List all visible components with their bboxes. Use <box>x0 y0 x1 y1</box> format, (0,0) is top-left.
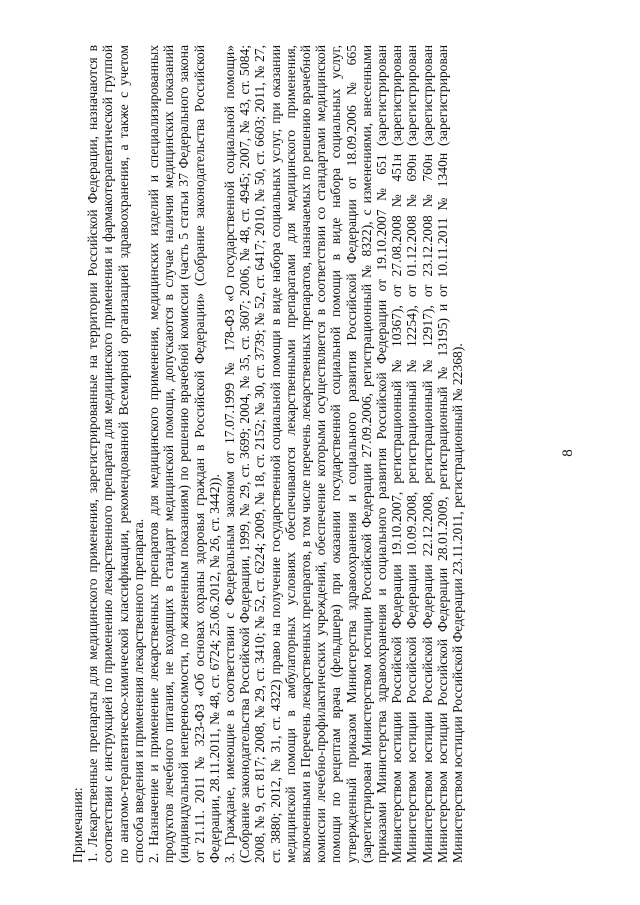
notes-title: Примечания: <box>70 787 85 863</box>
notes-block <box>70 45 590 863</box>
note-3: 3. Граждане, имеющие в соответствии с Федеральным законом от 17.07.1999 № 178-ФЗ «О государственной социальной помощи» (Собрание законодательства Российской Федерации, 1999, № 29, ст. 3699; 2004, № 35, ст. 3607; 2006, № 48, ст. 4945; 2007, № 43, ст. 5084; 2008, № 9, ст. 817; 2008, № 29, ст. 3410; № 52, ст. 6224; 2009, № 18, ст. 2152; № 30, ст. 3739; № 52, ст. 6417; 2010, № 50, ст. 6603; 2011, № 27, ст. 3880; 2012, № 31, ст. 4322) право на получение государственной социальной помощи в виде набора социальных услуг, при оказании медицинской помощи в амбулаторных условиях обеспечиваются лекарственными препаратами для медицинского применения, включенными в Перечень лекарственных препаратов, в том числе перечень лекарственных препаратов, назначаемых по решению врачебной комиссии лечебно-профилактических учреждений, обеспечение которыми осуществляется в соответствии со стандартами медицинской помощи по рецептам врача (фельдшера) при оказании государственной социальной помощи в виде набора социальных услуг, утвержденный приказом Министерства здравоохранения и социального развития Российской Федерации от 18.09.2006 № 665 (зарегистрирован Министерством юстиции Российской Федерации 27.09.2006, регистрационный № 8322), с изменениями, внесенными приказами Министерства здравоохранения и социального развития Российской Федерации от 19.10.2007 № 651 (зарегистрирован Министерством юстиции Российской Федерации 19.10.2007, регистрационный № 10367), от 27.08.2008 № 451н (зарегистрирован Министерством юстиции Российской Федерации 10.09.2008, регистрационный № 12254), от 01.12.2008 № 690н (зарегистрирован Министерством юстиции Российской Федерации 22.12.2008, регистрационный № 12917), от 23.12.2008 № 760н (зарегистрирован Министерством юстиции Российской Федерации 28.01.2009, регистрационный № 13195) и от 10.11.2011 № 1340н (зарегистрирован Министерством юстиции Российской Федерации 23.11.2011, регистрационный № 22368). <box>222 45 466 863</box>
note-2: 2. Назначение и применение лекарственных препаратов для медицинского применения, медицинских изделий и специализированных продуктов лечебного питания, не входящих в стандарт медицинской помощи, допускаются в случае наличия медицинских показаний (индивидуальной непереносимости, по жизненным показаниям) по решению врачебной комиссии (часть 5 статьи 37 Федерального закона от 21.11. 2011 № 323-ФЗ «Об основах охраны здоровья граждан в Российской Федерации» (Собрание законодательства Российской Федерации, 28.11.2011, № 48, ст. 6724; 25.06.2012, № 26, ст. 3442)). <box>146 45 222 863</box>
page-number: 8 <box>560 449 576 457</box>
note-1: 1. Лекарственные препараты для медицинского применения, зарегистрированные на территории Российской Федерации, назначаются в соответствии с инструкцией по применению лекарственного препарата для медицинского применения и фармакотерапевтической группой по анатомо-терапевтическо-химической классификации, рекомендованной Всемирной организацией здравоохранения, а также с учетом способа введения и применения лекарственного препарата. <box>85 45 146 863</box>
